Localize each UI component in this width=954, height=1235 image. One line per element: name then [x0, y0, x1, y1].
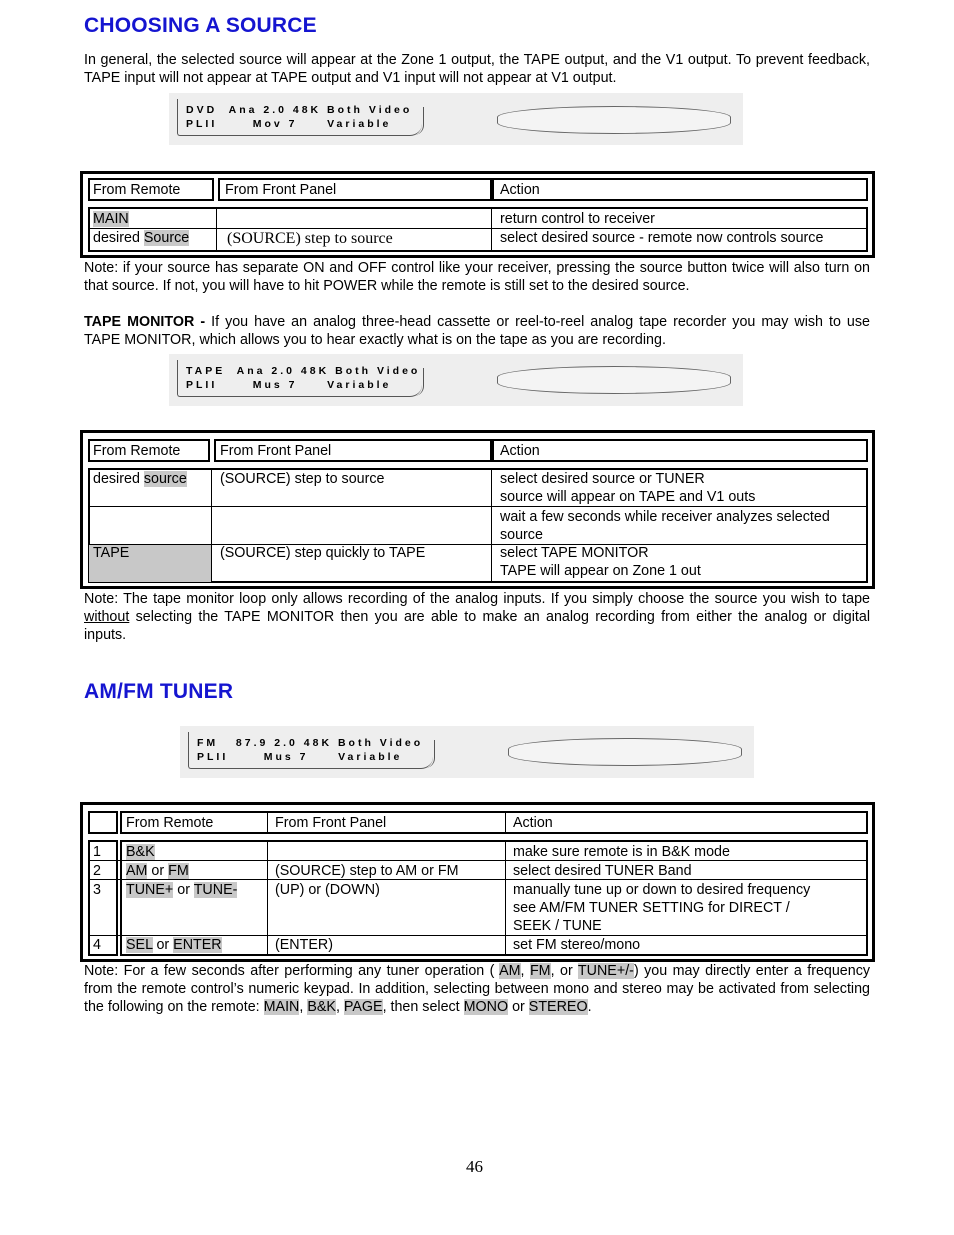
col-header-panel: From Front Panel	[275, 815, 387, 831]
header-cell	[492, 178, 868, 201]
note-text: , or	[550, 963, 578, 979]
table-row	[93, 229, 189, 247]
table-row	[93, 470, 187, 488]
lcd-window-oval	[497, 106, 731, 134]
action-cell: wait a few seconds while receiver analyzes selected	[500, 509, 830, 525]
remote-key: FM	[168, 863, 189, 879]
remote-key: MAIN	[93, 211, 129, 227]
table-row	[93, 544, 129, 562]
col-header-remote: From Remote	[126, 815, 214, 831]
row-number: 3	[93, 882, 101, 898]
remote-key: TUNE-	[193, 882, 238, 898]
remote-key: PAGE	[343, 999, 383, 1015]
col-divider	[505, 840, 506, 956]
table-row	[126, 862, 189, 880]
lcd-display-fm	[180, 726, 754, 778]
header-cell	[492, 439, 868, 462]
section-title-tuner: AM/FM TUNER	[84, 680, 234, 703]
action-cell: return control to receiver	[500, 211, 655, 227]
action-cell: select desired source - remote now controls source	[500, 230, 824, 246]
lcd-line-2: PLII Mus 7 Variable	[186, 379, 392, 391]
remote-text: or	[152, 937, 174, 953]
remote-key: AM	[126, 863, 148, 879]
panel-cell: (UP) or (DOWN)	[275, 882, 380, 898]
row-number: 4	[93, 937, 101, 953]
panel-cell: (SOURCE) step to AM or FM	[275, 863, 459, 879]
col-divider	[267, 811, 268, 834]
lcd-line-2: PLII Mov 7 Variable	[186, 118, 392, 130]
action-cell: TAPE will appear on Zone 1 out	[500, 563, 701, 579]
panel-cell: (SOURCE) step quickly to TAPE	[220, 545, 426, 561]
action-cell: see AM/FM TUNER SETTING for DIRECT /	[513, 900, 790, 916]
note-text: Note: The tape monitor loop only allows recording of the analog inputs. If you simply choose the source you wish to tape	[84, 591, 870, 607]
remote-key: ENTER	[173, 937, 222, 953]
tuner-table	[80, 802, 875, 962]
source-note: Note: if your source has separate ON and OFF control like your receiver, pressing the source button twice will also turn on that source. If not, you will have to hit POWER while the remote is still set to the desired source.	[84, 260, 870, 294]
lcd-line-1: TAPE Ana 2.0 48K Both Video	[186, 365, 421, 377]
lcd-line-2: PLII Mus 7 Variable	[197, 751, 403, 763]
note-text: or	[508, 999, 529, 1015]
header-cell	[88, 811, 118, 834]
note-underline: without	[84, 609, 130, 625]
col-header-action: Action	[513, 815, 553, 831]
note-text: ) you may directly enter a frequency from the remote control’s numeric keypad. In addition, selecting between mono and stereo may be activated from selecting the following on the remote:	[84, 963, 871, 1015]
panel-cell: (SOURCE) step to source	[220, 471, 385, 487]
col-header-remote: From Remote	[93, 443, 181, 459]
tape-table	[80, 430, 875, 589]
row-divider	[88, 860, 868, 861]
note-text: , then select	[382, 999, 464, 1015]
remote-key: AM	[499, 963, 521, 979]
note-text: .	[587, 999, 592, 1015]
panel-cell: (ENTER)	[275, 937, 333, 953]
col-divider	[267, 840, 268, 956]
intro-paragraph: In general, the selected source will appear at the Zone 1 output, the TAPE output, and the V1 output. To prevent feedback, TAPE input will not appear at TAPE output and V1 input will not appear at V1 output.	[84, 52, 870, 86]
table-row	[126, 843, 155, 861]
note-text: selecting the TAPE MONITOR then you are able to make an analog recording from either the analog or digital inputs.	[84, 609, 870, 643]
row-divider	[88, 506, 868, 507]
remote-text: desired	[93, 230, 144, 246]
remote-text: desired	[93, 471, 144, 487]
table-row	[93, 210, 129, 228]
remote-key: STEREO	[528, 999, 588, 1015]
remote-key: B&K	[126, 844, 155, 860]
lcd-line-1: FM 87.9 2.0 48K Both Video	[197, 737, 424, 749]
remote-key: MONO	[463, 999, 509, 1015]
note-text: ,	[520, 963, 530, 979]
note-text: ,	[335, 999, 344, 1015]
remote-key: TUNE+/-	[577, 963, 634, 979]
table-row	[126, 936, 222, 954]
remote-key: B&K	[307, 999, 336, 1015]
row-divider	[88, 879, 868, 880]
panel-cell: (SOURCE) step to source	[227, 230, 393, 247]
remote-key: TUNE+	[126, 882, 174, 898]
action-cell: select TAPE MONITOR	[500, 545, 649, 561]
col-divider	[491, 207, 492, 252]
action-cell: SEEK / TUNE	[513, 918, 602, 934]
lcd-display-tape	[169, 354, 743, 406]
lcd-window-oval	[497, 366, 731, 394]
col-header-remote: From Remote	[93, 182, 181, 198]
tape-monitor-label: TAPE MONITOR -	[84, 314, 206, 330]
tape-note	[84, 590, 870, 644]
action-cell: source	[500, 527, 543, 543]
action-cell: make sure remote is in B&K mode	[513, 844, 730, 860]
col-divider	[211, 468, 212, 583]
col-divider	[505, 811, 506, 834]
remote-key: Source	[143, 230, 190, 246]
source-table	[80, 171, 875, 258]
col-header-panel: From Front Panel	[220, 443, 332, 459]
remote-key: MAIN	[263, 999, 300, 1015]
lcd-line-1: DVD Ana 2.0 48K Both Video	[186, 104, 413, 116]
tape-monitor-paragraph	[84, 313, 870, 349]
action-cell: manually tune up or down to desired frequency	[513, 882, 811, 898]
action-cell: select desired TUNER Band	[513, 863, 692, 879]
action-cell: set FM stereo/mono	[513, 937, 641, 953]
action-cell: select desired source or TUNER	[500, 471, 705, 487]
row-number: 2	[93, 863, 101, 879]
remote-key: source	[143, 471, 187, 487]
action-cell: source will appear on TAPE and V1 outs	[500, 489, 756, 505]
header-cell	[120, 811, 868, 834]
col-header-action: Action	[500, 182, 540, 198]
remote-key: SEL	[126, 937, 153, 953]
note-text: Note: For a few seconds after performing any tuner operation (	[84, 963, 500, 979]
tuner-note	[84, 962, 870, 1016]
page-number: 46	[466, 1157, 483, 1176]
col-divider	[216, 207, 217, 252]
note-text: ,	[299, 999, 308, 1015]
col-header-action: Action	[500, 443, 540, 459]
lcd-display-dvd	[169, 93, 743, 145]
col-header-panel: From Front Panel	[225, 182, 337, 198]
lcd-window-oval	[508, 738, 742, 766]
remote-key: TAPE	[93, 545, 130, 561]
remote-text: or	[147, 863, 169, 879]
table-row	[126, 881, 237, 899]
remote-text: or	[173, 882, 194, 898]
col-divider	[491, 468, 492, 583]
section-title-choosing-source: CHOOSING A SOURCE	[84, 14, 317, 37]
row-number: 1	[93, 844, 101, 860]
remote-key: FM	[529, 963, 551, 979]
tape-monitor-text: If you have an analog three-head cassette or reel-to-reel analog tape recorder you may wish to use TAPE MONITOR, which allows you to hear exactly what is on the tape as you are recording.	[84, 314, 870, 348]
